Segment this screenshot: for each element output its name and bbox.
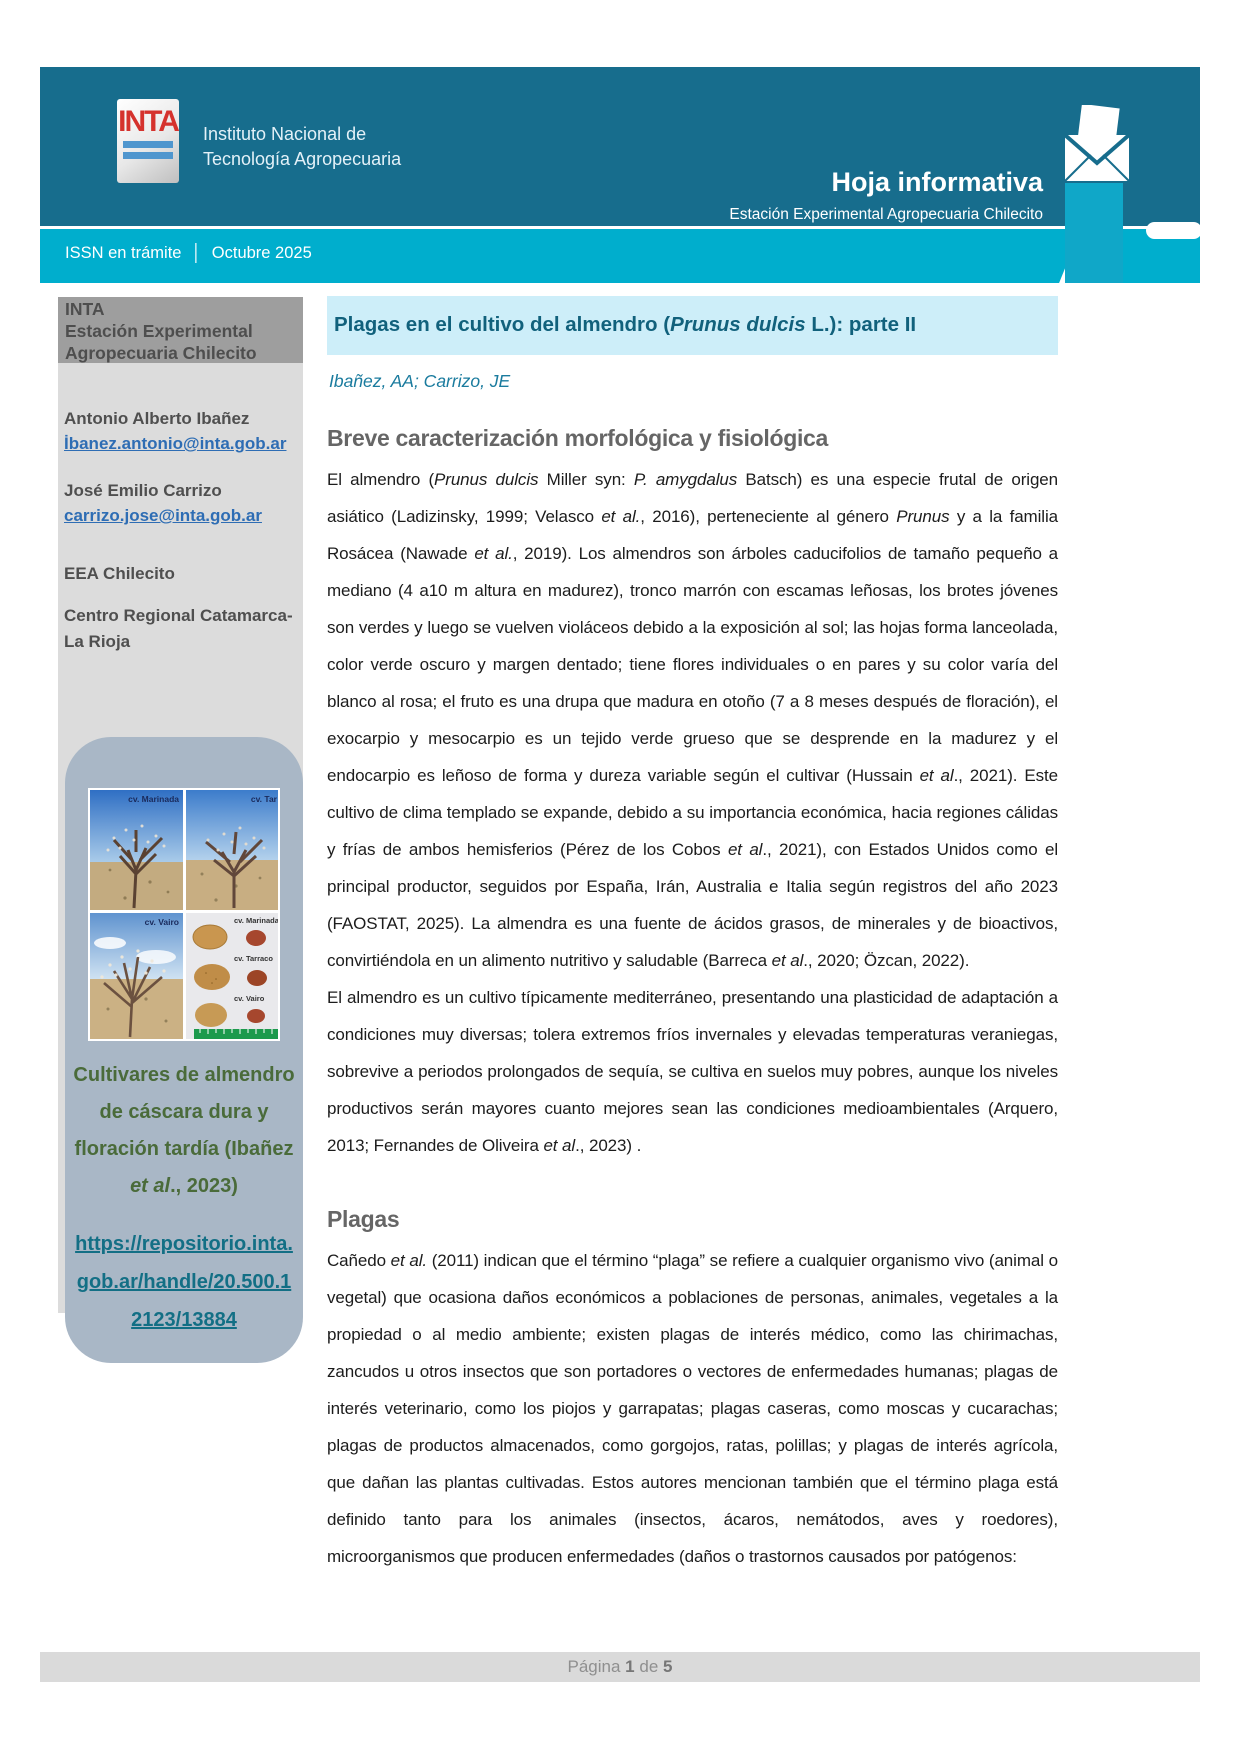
inta-logo-text: INTA — [118, 105, 178, 138]
page-footer — [40, 1652, 1200, 1682]
article-byline: Ibañez, AA; Carrizo, JE — [329, 371, 511, 391]
logo-stripe — [123, 152, 173, 159]
article-title-box — [327, 296, 1058, 355]
institute-line2: Tecnología Agropecuaria — [203, 149, 402, 169]
issn-separator: │ — [191, 244, 202, 262]
sidebar-org-box — [58, 297, 303, 363]
photo-label: cv. Tarraco — [233, 954, 273, 963]
org-line3: Agropecuaria Chilecito — [65, 343, 257, 363]
issue-date: Octubre 2025 — [211, 244, 312, 262]
article-column — [327, 296, 1058, 1575]
author-email-text[interactable]: carrizo.jose@inta.gob.ar — [64, 506, 262, 525]
cultivar-photo-grid — [88, 788, 280, 1041]
issn-date-bar — [40, 229, 1200, 283]
unit-name: EEA Chilecito — [64, 564, 175, 583]
corner-tab — [1146, 222, 1202, 239]
photo-label: cv. Vairo — [233, 994, 264, 1003]
org-line1: INTA — [65, 299, 105, 319]
photo-label: cv. Marinada — [233, 916, 278, 925]
logo-stripe — [123, 141, 173, 148]
author-email-link[interactable] — [64, 434, 300, 454]
issn-label: ISSN en trámite — [65, 244, 182, 262]
photo-label: cv. Marinada — [128, 794, 179, 804]
paragraph: El almendro es un cultivo típicamente mediterráneo, presentando una plasticidad de adaptación a condiciones muy diversas; tolera extremos fríos invernales y elevadas temperaturas veraniegas, sobrevive a periodos prolongados de sequía, se cultiva en suelos muy pobres, aunque los niveles productivos serán mayores cuanto mejores sean las condiciones medioambientales (Arquero, 2013; Fernandes de Oliveira et al., 2023) . — [327, 988, 1058, 1155]
institute-line1: Instituto Nacional de — [203, 124, 367, 144]
section-heading-morfologia: Breve caracterización morfológica y fisiológica — [327, 425, 829, 451]
photo-tree-marinada — [90, 790, 183, 910]
paragraph: Cañedo et al. (2011) indican que el término “plaga” se refiere a cualquier organismo vivo (animal o vegetal) que ocasiona daños económicos a poblaciones de personas, animales, vegetales a la propiedad o al medio ambiente; existen plagas de interés médico, como las chirimachas, zancudos u otros insectos que son portadores o vectores de enfermedades humanas; plagas de interés veterinario, como los piojos y garrapatas; plagas caseras, como moscas y cucarachas; plagas de productos almacenados, como gorgojos, ratas, polillas; y plagas de interés agrícola, que dañan las plantas cultivadas. Estos autores mencionan también que el término plaga está definido tanto para los animales (insectos, ácaros, nemátodos, aves y roedores), microorganismos que producen enfermedades (daños o trastornos causados por patógenos: — [327, 1251, 1058, 1566]
institute-name — [203, 122, 401, 172]
paragraph: El almendro (Prunus dulcis Miller syn: P. amygdalus Batsch) es una especie frutal de origen asiático (Ladizinsky, 1999; Velasco et al., 2016), perteneciente al género Prunus y a la familia Rosácea (Nawade et al., 2019). Los almendros son árboles caducifolios de tamaño pequeño a mediano (4 a10 m altura en madurez), tronco marrón con escamas leñosas, los brotes jóvenes son verdes y luego se vuelven violáceos debido a la exposición al sol; las hojas forma lanceolada, color verde oscuro y margen dentado; tiene flores individuales o en pares y su color varía del blanco al rosa; el fruto es una drupa que madura en otoño (7 a 8 meses después de floración), el exocarpio y mesocarpio es un tejido verde grueso que se desprende en la madurez y el endocarpio es leñoso de forma y dureza variable según el cultivar (Hussain et al., 2021). Este cultivo de clima templado se expande, debido a su importancia económica, hacia regiones cálidas y frías de ambos hemisferios (Pérez de los Cobos et al., 2021), con Estados Unidos como el principal productor, seguidos por España, Irán, Australia e Italia según registros del año 2023 (FAOSTAT, 2025). La almendra es una fuente de ácidos grasos, de minerales y de bioactivos, convirtiéndola en un alimento nutritivo y saludable (Barreca et al., 2020; Özcan, 2022). — [327, 470, 1059, 970]
author-name: José Emilio Carrizo — [64, 481, 222, 500]
author-name: Antonio Alberto Ibañez — [64, 409, 250, 428]
publication-subtitle: Estación Experimental Agropecuaria Chilecito — [729, 206, 1043, 223]
figure-caption: Cultivares de almendro de cáscara dura y floración tardía (Ibañez et al., 2023) — [73, 1064, 295, 1197]
photo-almonds — [186, 913, 279, 1039]
page-total: 5 — [663, 1657, 673, 1676]
author-email-link[interactable] — [64, 506, 300, 526]
author-email-text[interactable]: İbanez.antonio@inta.gob.ar — [64, 434, 287, 453]
header-band — [40, 67, 1200, 226]
article-title: Plagas en el cultivo del almendro (Prunus dulcis L.): parte II — [334, 313, 917, 336]
photo-tree-tarraco — [186, 790, 279, 910]
envelope-icon — [1061, 105, 1133, 185]
of-label: de — [639, 1657, 659, 1676]
issn-date-text — [65, 244, 312, 263]
page-current: 1 — [625, 1657, 635, 1676]
figure-bubble — [65, 737, 303, 1363]
inta-logo — [117, 99, 179, 183]
region-line1: Centro Regional Catamarca- — [64, 606, 293, 625]
repository-link[interactable]: https://repositorio.inta.gob.ar/handle/20.500.12123/13884 — [75, 1233, 293, 1331]
org-line2: Estación Experimental — [65, 321, 253, 341]
envelope-tab — [1065, 183, 1123, 283]
page-label: Página — [567, 1657, 621, 1676]
photo-label: cv. Vairo — [144, 917, 179, 927]
publication-title: Hoja informativa — [831, 167, 1043, 197]
photo-label: cv. Tar — [250, 794, 277, 804]
section-heading-plagas: Plagas — [327, 1206, 400, 1232]
region-line2: La Rioja — [64, 632, 131, 651]
photo-tree-vairo — [90, 913, 183, 1039]
